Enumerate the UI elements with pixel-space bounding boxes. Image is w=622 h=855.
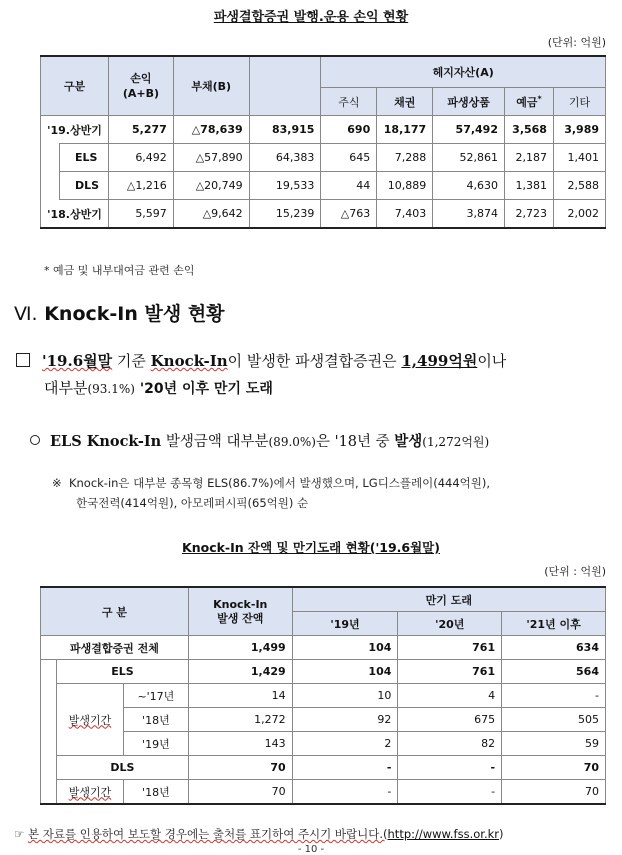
source-link[interactable]: http://www.fss.or.kr <box>387 827 500 841</box>
cell: △763 <box>321 200 377 229</box>
pnl-table <box>40 55 606 229</box>
header-category: 구 분 <box>41 587 189 636</box>
cell: 690 <box>321 116 377 144</box>
cell: 44 <box>321 172 377 200</box>
cell: △78,639 <box>173 116 249 144</box>
indent-cell <box>41 780 57 805</box>
cell: 2,187 <box>505 144 554 172</box>
section-heading: Ⅵ. Knock-In 발생 현황 <box>14 303 225 325</box>
header-category: 구분 <box>41 56 109 116</box>
cell: 70 <box>188 756 292 780</box>
cell: 5,277 <box>108 116 173 144</box>
table1-footnote: * 예금 및 내부대여금 관련 손익 <box>44 264 195 277</box>
row-label: ELS <box>41 144 109 172</box>
table2-unit: (단위 : 억원) <box>544 565 606 578</box>
cell: 7,288 <box>377 144 433 172</box>
row-label: '19년 <box>123 732 188 756</box>
bullet-line: ELS Knock-In 발생금액 대부분(89.0%)은 '18년 중 발생(1,272억원) <box>30 430 489 451</box>
cell: 634 <box>502 636 606 660</box>
cell: 7,403 <box>377 200 433 229</box>
row-label: '19.상반기 <box>41 116 109 144</box>
cell: 645 <box>321 144 377 172</box>
cell: 1,401 <box>553 144 605 172</box>
cell: 6,492 <box>108 144 173 172</box>
header-y19: '19년 <box>292 612 398 636</box>
cell: 1,272 <box>188 708 292 732</box>
header-maturity: 만기 도래 <box>292 587 605 612</box>
cell: 57,492 <box>433 116 505 144</box>
cell: 19,533 <box>249 172 321 200</box>
cell: 64,383 <box>249 144 321 172</box>
cell: 505 <box>502 708 606 732</box>
cell: 70 <box>502 756 606 780</box>
main-paragraph: '19.6월말 기준 Knock-In이 발생한 파생결합증권은 1,499억원이나 대부분(93.1%) '20년 이후 만기 도래 <box>16 348 616 403</box>
checkbox-square-icon <box>16 353 30 367</box>
cell: 564 <box>502 660 606 684</box>
cell: 70 <box>188 780 292 805</box>
cell: - <box>292 780 398 805</box>
header-y20: '20년 <box>398 612 502 636</box>
cell: - <box>398 756 502 780</box>
period-label: 발생기간 <box>56 684 123 756</box>
cell: 2 <box>292 732 398 756</box>
cell: - <box>398 780 502 805</box>
cell: 143 <box>188 732 292 756</box>
table1-unit: (단위: 억원) <box>547 36 606 49</box>
cell: 1,499 <box>188 636 292 660</box>
cell: 3,874 <box>433 200 505 229</box>
cell: 52,861 <box>433 144 505 172</box>
header-y21: '21년 이후 <box>502 612 606 636</box>
cell: 70 <box>502 780 606 805</box>
page-number: - 10 - <box>297 844 325 855</box>
row-label: DLS <box>56 756 188 780</box>
pointing-hand-icon: ☞ <box>14 827 25 841</box>
header-liability: 부채(B) <box>173 56 249 116</box>
table2-title: Knock-In 잔액 및 만기도래 현황('19.6월말) <box>182 540 440 555</box>
cell: - <box>502 684 606 708</box>
table1-title: 파생결합증권 발행.운용 손익 현황 <box>213 10 409 25</box>
cell: 15,239 <box>249 200 321 229</box>
cell: 3,568 <box>505 116 554 144</box>
cell: 92 <box>292 708 398 732</box>
cell: △1,216 <box>108 172 173 200</box>
cell: 675 <box>398 708 502 732</box>
row-label: ~'17년 <box>123 684 188 708</box>
header-profit: 손익 (A+B) <box>108 56 173 116</box>
cell: 14 <box>188 684 292 708</box>
reference-note: ※ Knock-in은 대부분 종목형 ELS(86.7%)에서 발생했으며, LG디스플레이(444억원), 한국전력(414억원), 아모레퍼시픽(65억원) 순 <box>52 476 491 510</box>
period-label: 발생기간 <box>56 780 123 805</box>
row-label: ELS <box>56 660 188 684</box>
circle-bullet-icon <box>30 435 40 445</box>
cell: 59 <box>502 732 606 756</box>
knockin-table <box>40 586 606 805</box>
row-label: '18년 <box>123 708 188 732</box>
cell: 10 <box>292 684 398 708</box>
cell: 4 <box>398 684 502 708</box>
cell: 1,429 <box>188 660 292 684</box>
cell: △20,749 <box>173 172 249 200</box>
cell: 761 <box>398 660 502 684</box>
cell: △9,642 <box>173 200 249 229</box>
cell: 5,597 <box>108 200 173 229</box>
footer-note: ☞ 본 자료를 인용하여 보도할 경우에는 출처를 표기하여 주시기 바랍니다.(http://www.fss.or.kr) <box>14 827 504 841</box>
cell: 2,002 <box>553 200 605 229</box>
cell: 104 <box>292 660 398 684</box>
indent-cell <box>41 660 57 756</box>
cell: 1,381 <box>505 172 554 200</box>
header-blank <box>249 56 321 116</box>
row-label: DLS <box>41 172 109 200</box>
header-other: 기타 <box>553 88 605 116</box>
cell: 104 <box>292 636 398 660</box>
cell: 2,723 <box>505 200 554 229</box>
cell: - <box>292 756 398 780</box>
header-bond: 채권 <box>377 88 433 116</box>
row-label: '18.상반기 <box>41 200 109 229</box>
cell: 4,630 <box>433 172 505 200</box>
cell: 2,588 <box>553 172 605 200</box>
header-stock: 주식 <box>321 88 377 116</box>
indent-cell <box>41 756 57 780</box>
row-label: 파생결합증권 전체 <box>41 636 189 660</box>
header-balance: Knock-In 발생 잔액 <box>188 587 292 636</box>
cell: 10,889 <box>377 172 433 200</box>
header-deposit: 예금* <box>505 88 554 116</box>
cell: 761 <box>398 636 502 660</box>
header-derivative: 파생상품 <box>433 88 505 116</box>
cell: 18,177 <box>377 116 433 144</box>
cell: 3,989 <box>553 116 605 144</box>
cell: 83,915 <box>249 116 321 144</box>
cell: △57,890 <box>173 144 249 172</box>
row-label: '18년 <box>123 780 188 805</box>
cell: 82 <box>398 732 502 756</box>
header-hedge: 헤지자산(A) <box>321 56 606 88</box>
